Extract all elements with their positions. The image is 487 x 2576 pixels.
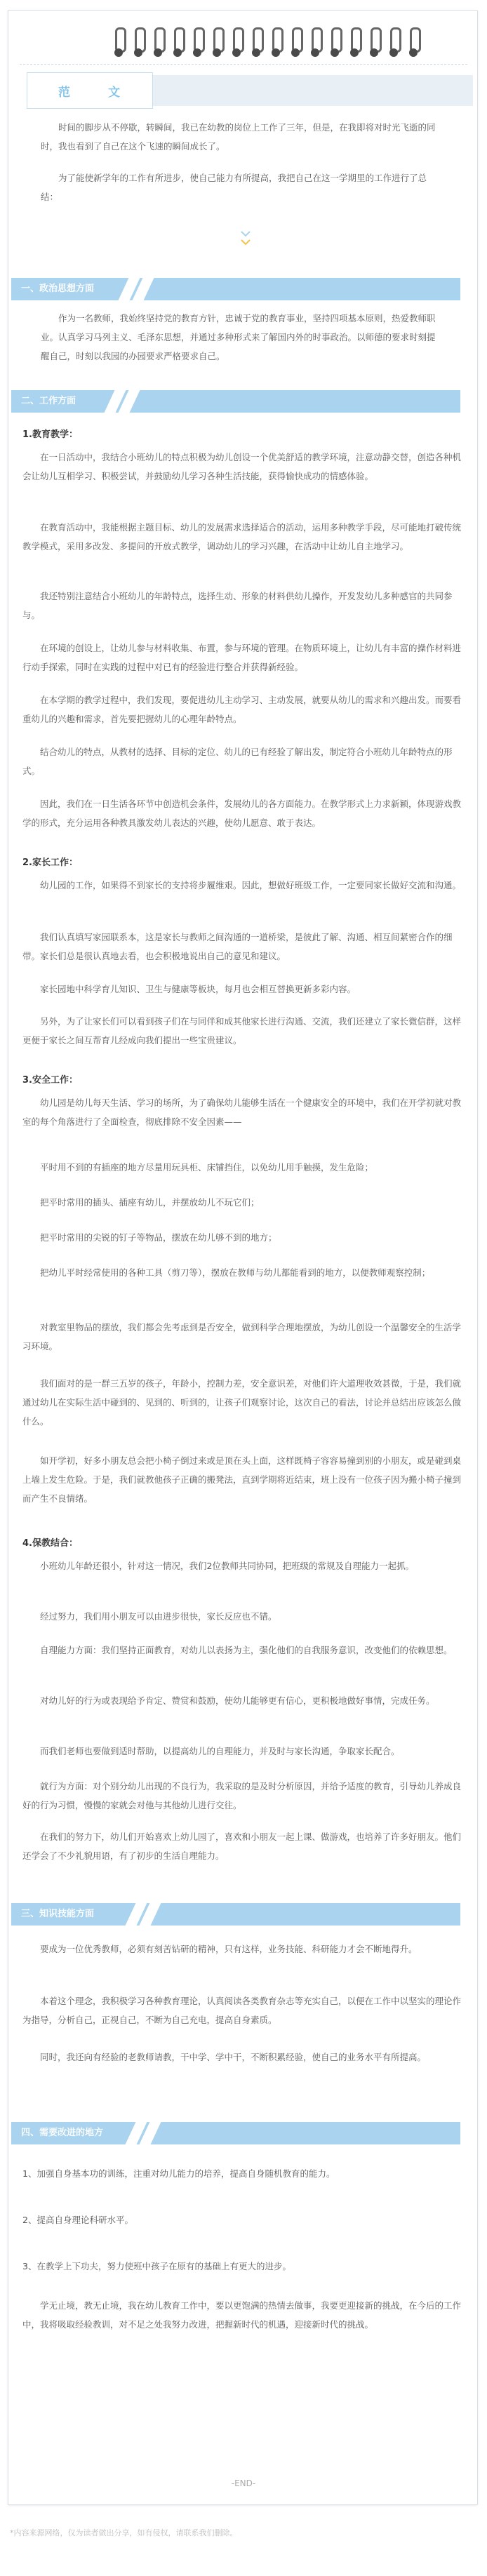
body-paragraph: 结合幼儿的特点，从教材的选择、目标的定位、幼儿的已有经验了解出发，制定符合小班幼儿年龄特点的形式。	[22, 747, 453, 776]
ring-icon	[152, 27, 164, 58]
subheading: 3.安全工作：	[22, 1075, 78, 1086]
body-paragraph: 本着这个理念，我积极学习各种教育理论，认真阅读各类教育杂志等充实自己，以便在工作中以坚实的理论作为指导，分析自己，正视自己，不断为自己充电，提高自身素质。	[22, 1996, 462, 2025]
ring-icon	[387, 27, 400, 58]
list-item: 3、在教学上下功夫，努力使班中孩子在原有的基础上有更大的进步。	[22, 2261, 291, 2271]
body-paragraph: 把幼儿平时经常使用的各种工具（剪刀等），摆放在教师与幼儿都能看到的地方，以便教师观察控制；	[40, 1267, 431, 1278]
section-header	[11, 278, 460, 300]
section-header	[11, 1903, 460, 1926]
ring-icon	[368, 27, 380, 58]
body-paragraph: 在一日活动中，我结合小班幼儿的特点积极为幼儿创设一个优美舒适的教学环境，注意动静交替，创造各种机会让幼儿互相学习、积极尝试，并鼓励幼儿学习各种生活技能，获得愉快成功的情感体验。	[22, 452, 462, 481]
body-paragraph: 我们认真填写家园联系本，这是家长与教师之间沟通的一道桥梁，是彼此了解、沟通、相互间紧密合作的细带。家长们总是很认真地去看，也会积极地说出自己的意见和建议。	[22, 932, 453, 961]
body-paragraph: 学无止境，教无止境，我在幼儿教育工作中，要以更饱满的热情去做事，我要更迎接新的挑战，在今后的工作中，我将吸取经验教训，对不足之处我努力改进，把握新时代的机遇，迎接新时代的挑战。	[22, 2300, 462, 2330]
body-paragraph: 对教室里物品的摆放，我们都会先考虑到是否安全，做到科学合理地摆放，为幼儿创设一个温馨安全的生活学习环境。	[22, 1322, 462, 1352]
ring-icon	[348, 27, 361, 58]
body-paragraph: 小班幼儿年龄还很小，针对这一情况，我们2位教师共同协同，把班级的常规及自理能力一起抓。	[40, 1561, 414, 1571]
intro-paragraph: 为了能使新学年的工作有所进步，使自己能力有所提高，我把自己在这一学期里的工作进行了总结：	[41, 173, 427, 202]
body-paragraph: 幼儿园的工作，如果得不到家长的支持将步履维艰。因此，想做好班级工作，一定要同家长做好交流和沟通。	[40, 880, 462, 890]
body-paragraph: 我们面对的是一群三五岁的孩子，年龄小，控制力差，安全意识差，对他们许大道理收效甚微，于是，我们就通过幼儿在实际生活中碰到的、见到的、听到的，让孩子们观察讨论，这次自己的看法，讨论并总结出应该怎么做什么。	[22, 1378, 462, 1427]
list-item: 2、提高自身理论科研水平。	[22, 2215, 133, 2225]
body-paragraph: 我还特别注意结合小班幼儿的年龄特点，选择生动、形象的材料供幼儿操作，开发发幼儿多种感官的共同参与。	[22, 591, 453, 620]
list-item: 1、加强自身基本功的训练，注重对幼儿能力的培养，提高自身随机教育的能力。	[22, 2168, 335, 2179]
footer-note: *内容来源网络，仅为读者做出分享，如有侵权，请联系我们删除。	[10, 2528, 238, 2537]
body-paragraph: 经过努力，我们用小朋友可以由进步很快，家长反应也不错。	[40, 1611, 277, 1622]
body-paragraph: 而我们老师也要做到适时帮助，以提高幼儿的自理能力，并及时与家长沟通，争取家长配合。	[40, 1746, 400, 1756]
section-title: 一、政治思想方面	[21, 283, 95, 294]
section-header	[11, 2122, 460, 2144]
body-paragraph: 另外，为了让家长们可以看到孩子们在与同伴和成其他家长进行沟通、交流，我们还建立了家长微信群，这样更便于家长之间互帮育儿经成向我们提出一些宝贵建议。	[22, 1016, 462, 1046]
section-title: 四、需要改进的地方	[21, 2128, 104, 2138]
body-paragraph: 在教育活动中，我能根据主题目标、幼儿的发展需求选择适合的活动，运用多种教学手段，尽可能地打破传统教学模式，采用多改发、多提问的开放式教学，调动幼儿的学习兴趣，在活动中让幼儿自主地学习。	[22, 522, 462, 552]
body-paragraph: 平时用不到的有插座的地方尽量用玩具柜、床铺挡住，以免幼儿用手触摸，发生危险；	[40, 1162, 374, 1173]
binder-rings	[112, 27, 421, 58]
subheading: 2.家长工作：	[22, 857, 78, 868]
page-title	[27, 72, 153, 109]
ring-icon	[289, 27, 302, 58]
body-paragraph: 把平时常用的插头、插座有幼儿，并摆放幼儿不玩它们；	[40, 1197, 260, 1208]
body-paragraph: 自理能力方面：我们坚持正面教育，对幼儿以表扬为主，强化他们的自我服务意识，改变他们的依赖思想。	[40, 1645, 453, 1655]
body-paragraph: 家长园地中科学育儿知识、卫生与健康等板块，每月也会相互替换更新多彩内容。	[40, 984, 356, 994]
ring-icon	[132, 27, 145, 58]
body-paragraph: 在本学期的教学过程中，我们发现，要促进幼儿主动学习、主动发展，就要从幼儿的需求和兴趣出发。而要看重幼儿的兴趣和需求，首先要把握幼儿的心理年龄特点。	[22, 695, 462, 724]
chevron-down-icon	[241, 230, 251, 237]
chevron-down-icon	[241, 239, 251, 246]
section-title: 二、工作方面	[21, 396, 76, 406]
body-paragraph: 要成为一位优秀教师，必须有刻苦钻研的精神，只有这样，业务技能、科研能力才会不断地得升。	[40, 1944, 418, 1954]
intro-paragraph: 时间的脚步从不停歇，转瞬间，我已在幼教的岗位上工作了三年，但是，在我即将对时光飞逝的同时，我也看到了自己在这个飞速的瞬间成长了。	[41, 122, 436, 152]
body-paragraph: 同时，我还向有经验的老教师请教，干中学、学中干，不断积累经验，使自己的业务水平有所提高。	[40, 2052, 427, 2062]
body-paragraph: 在环境的创设上，让幼儿参与材料收集、布置，参与环境的管理。在物质环境上，让幼儿有丰富的操作材料进行动手探索，同时在实践的过程中对已有的经验进行整合并获得新经验。	[22, 643, 462, 672]
ring-icon	[407, 27, 420, 58]
body-paragraph: 因此，我们在一日生活各环节中创造机会条件，发展幼儿的各方面能力。在教学形式上力求新颖，体现游戏教学的形式，充分运用各种教具激发幼儿表达的兴趣，使幼儿愿意、敢于表达。	[22, 799, 462, 828]
end-marker: -END-	[231, 2478, 256, 2488]
body-paragraph: 幼儿园是幼儿每天生活、学习的场所，为了确保幼儿能够生活在一个健康安全的环境中，我们在开学初就对教室的每个角落进行了全面检查，彻底排除不安全因素——	[22, 1097, 462, 1127]
ring-icon	[171, 27, 184, 58]
ring-icon	[211, 27, 223, 58]
body-paragraph: 作为一名教师，我始终坚持党的教育方针，忠诚于党的教育事业，坚持四项基本原则，热爱教师职业。认真学习马列主义、毛泽东思想，并通过多种形式来了解国内外的时事政治。以师德的要求时刻提醒自己，时刻以我园的办园要求严格要求自己。	[41, 313, 436, 361]
ring-icon	[309, 27, 321, 58]
ring-icon	[269, 27, 282, 58]
ring-icon	[191, 27, 204, 58]
section-title: 三、知识技能方面	[21, 1909, 95, 1919]
ring-icon	[328, 27, 341, 58]
section-header	[11, 390, 460, 413]
ring-icon	[230, 27, 243, 58]
body-paragraph: 就行为方面：对个别分幼儿出现的不良行为，我采取的是及时分析原因，并给予适度的教育，引导幼儿养成良好的行为习惯，慢慢的家就会对他与其他幼儿进行交往。	[22, 1781, 462, 1810]
dashed-divider	[20, 64, 467, 65]
title-left-char: 范	[58, 85, 72, 100]
body-paragraph: 对幼儿好的行为或表现给予肯定、赞赏和鼓励，使幼儿能够更有信心，更积极地做好事情，完成任务。	[40, 1695, 435, 1706]
body-paragraph: 在我们的努力下，幼儿们开始喜欢上幼儿园了，喜欢和小朋友一起上课、做游戏，也培养了许多好朋友。他们还学会了不少礼貌用语，有了初步的生活自理能力。	[22, 1831, 462, 1861]
ring-icon	[250, 27, 262, 58]
subheading: 4.保教结合：	[22, 1538, 78, 1549]
body-paragraph: 如开学初，好多小朋友总会把小椅子倒过来或是顶在头上面，这样既椅子容容易撞到别的小朋友，或是碰到桌上墙上发生危险。于是，我们就教他孩子正确的搬凳法，直到学期将近结束，班上没有一位孩子因为搬小椅子撞到而产生不良情绪。	[22, 1455, 462, 1504]
title-right-char: 文	[108, 85, 121, 100]
ring-icon	[112, 27, 125, 58]
subheading: 1.教育教学：	[22, 429, 78, 440]
body-paragraph: 把平时常用的尖锐的钉子等物品，摆放在幼儿够不到的地方；	[40, 1232, 277, 1243]
